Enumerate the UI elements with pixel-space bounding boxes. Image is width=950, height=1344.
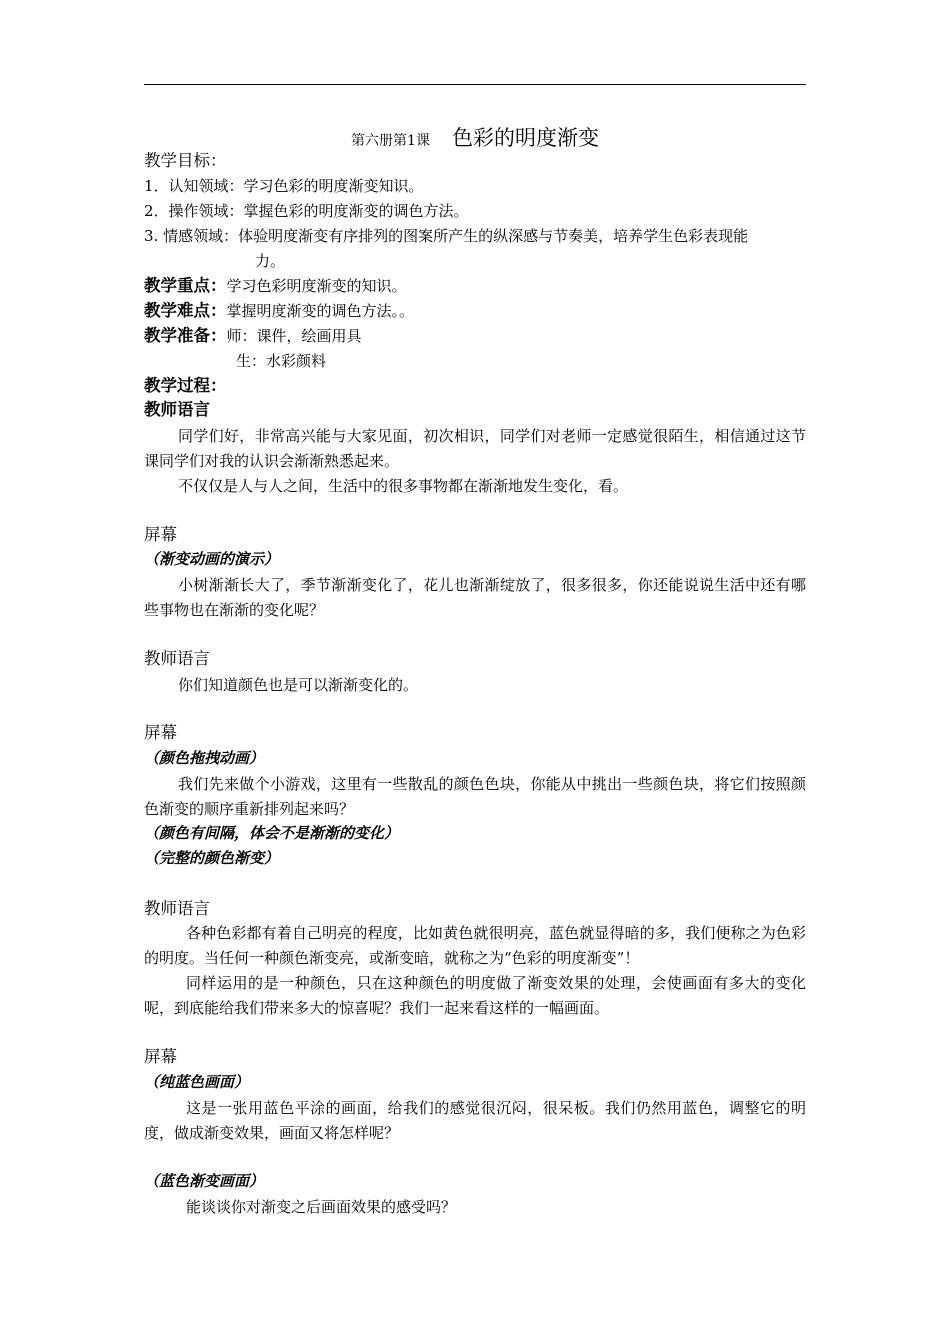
objectives-heading: 教学目标： (144, 151, 227, 170)
objective-item-3-cont: 力。 (255, 252, 286, 270)
preparation-teacher: 师：课件，绘画用具 (226, 327, 362, 345)
section-3-heading: 教师语言 (144, 649, 210, 668)
section-1-paragraph-1: 同学们好，非常高兴能与大家见面，初次相识，同学们对老师一定感觉很陌生，相信通过这节课同学们对我的认识会渐渐熟悉起来。 (144, 427, 806, 470)
section-6-note-2: （蓝色渐变画面） (144, 1172, 265, 1190)
difficulty-label: 教学难点： (144, 301, 227, 320)
section-3-paragraph-1: 你们知道颜色也是可以渐渐变化的。 (178, 676, 419, 694)
header-rule (144, 84, 806, 85)
key-point-text: 学习色彩明度渐变的知识。 (226, 277, 407, 295)
section-6-paragraph-1: 这是一张用蓝色平涂的画面，给我们的感觉很沉闷，很呆板。我们仍然用蓝色，调整它的明度，做成渐变效果，画面又将怎样呢？ (144, 1099, 806, 1142)
process-heading: 教学过程： (144, 376, 227, 395)
section-6-heading: 屏幕 (144, 1047, 177, 1066)
preparation-student: 生：水彩颜料 (236, 352, 327, 370)
section-6-paragraph-2: 能谈谈你对渐变之后画面效果的感受吗？ (186, 1198, 457, 1216)
key-point (144, 275, 407, 297)
key-point-label: 教学重点： (144, 276, 227, 295)
section-4-paragraph-1: 我们先来做个小游戏，这里有一些散乱的颜色色块，你能从中挑出一些颜色块，将它们按照颜色渐变的顺序重新排列起来吗？ (144, 775, 806, 818)
preparation (144, 325, 362, 347)
difficulty-text: 掌握明度渐变的调色方法。。 (226, 302, 415, 320)
section-6-note-1: （纯蓝色画面） (144, 1073, 250, 1091)
lesson-title: 色彩的明度渐变 (451, 126, 599, 150)
section-1-heading: 教师语言 (144, 400, 210, 419)
objective-item-3: 3. 情感领域：体验明度渐变有序排列的图案所产生的纵深感与节奏美，培养学生色彩表现能 (144, 227, 749, 245)
section-5-paragraph-1: 各种色彩都有着自己明亮的程度，比如黄色就很明亮，蓝色就显得暗的多，我们便称之为色彩的明度。当任何一种颜色渐变亮，或渐变暗，就称之为“色彩的明度渐变”！ (144, 924, 806, 967)
section-4-heading: 屏幕 (144, 723, 177, 742)
section-5-paragraph-2: 同样运用的是一种颜色，只在这种颜色的明度做了渐变效果的处理，会使画面有多大的变化呢，到底能给我们带来多大的惊喜呢？我们一起来看这样的一幅画面。 (144, 974, 806, 1017)
difficulty (144, 300, 414, 322)
section-2-note: （渐变动画的演示） (144, 550, 280, 568)
section-1-paragraph-2: 不仅仅是人与人之间，生活中的很多事物都在渐渐地发生变化，看。 (178, 477, 629, 495)
section-4-note-1: （颜色拖拽动画） (144, 749, 265, 767)
objective-item-1: 1．认知领域：学习色彩的明度渐变知识。 (144, 177, 424, 195)
preparation-label: 教学准备： (144, 326, 227, 345)
lesson-number: 第六册第1课 (351, 133, 430, 149)
section-2-heading: 屏幕 (144, 525, 177, 544)
section-4-note-3: （完整的颜色渐变） (144, 849, 280, 867)
section-2-paragraph-1: 小树渐渐长大了，季节渐渐变化了，花儿也渐渐绽放了，很多很多，你还能说说生活中还有哪些事物也在渐渐的变化呢？ (144, 576, 806, 619)
section-5-heading: 教师语言 (144, 899, 210, 918)
document-title (144, 122, 806, 152)
section-4-note-2: （颜色有间隔，体会不是渐渐的变化） (144, 824, 400, 842)
objective-item-2: 2．操作领域：掌握色彩的明度渐变的调色方法。 (144, 202, 469, 220)
